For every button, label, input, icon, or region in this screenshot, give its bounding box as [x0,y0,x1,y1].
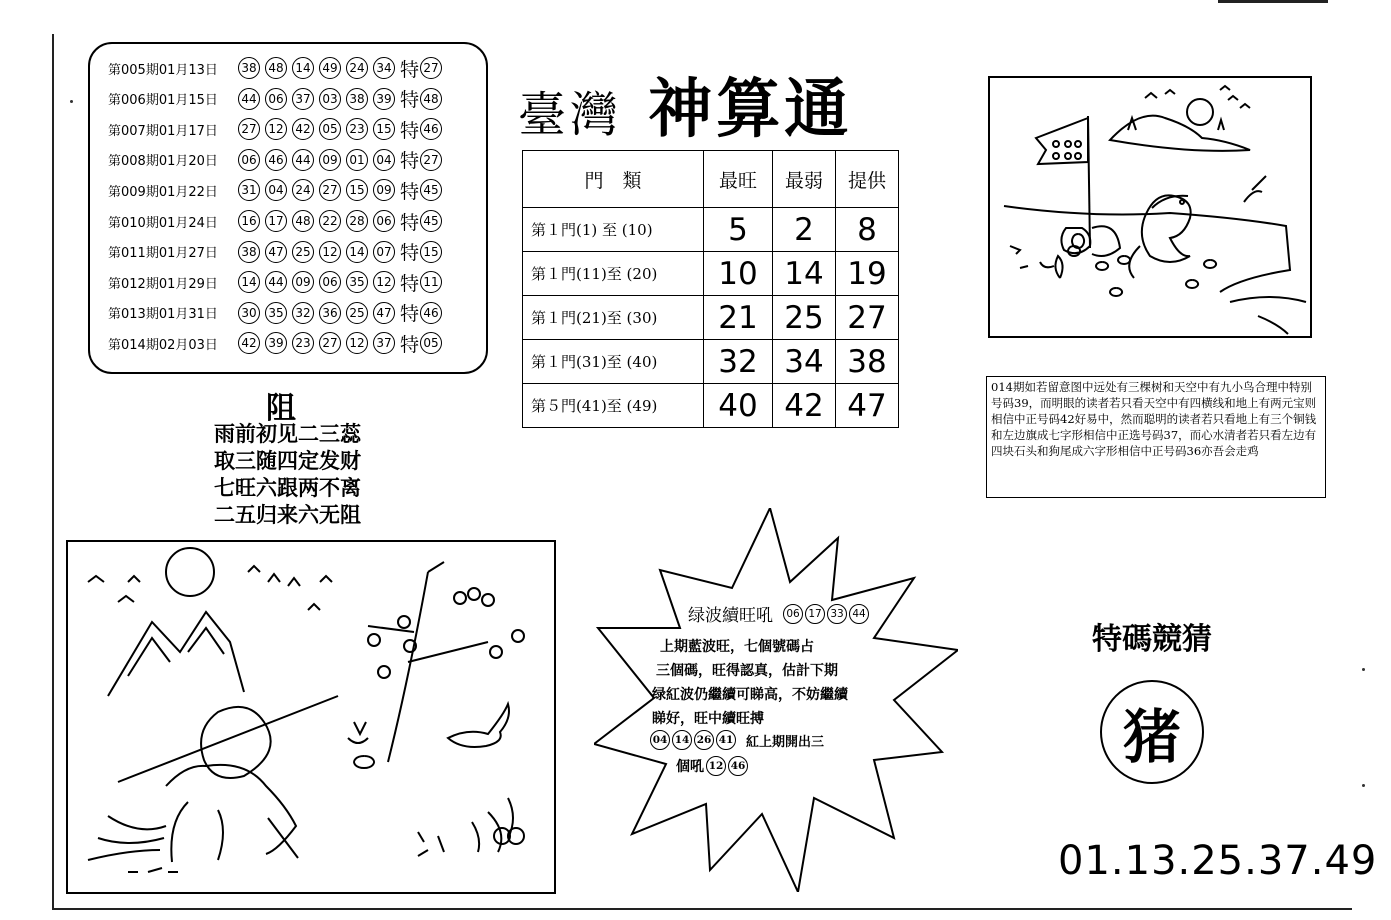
number-ball: 33 [827,604,847,624]
star-line: 睇好，旺中續旺搏 [652,711,764,727]
number-ball: 04 [373,149,395,171]
header-coldest: 最弱 [773,151,836,208]
page-title [518,58,852,150]
special-ball: 46 [420,118,442,140]
number-ball: 06 [319,271,341,293]
number-ball: 47 [265,241,287,263]
poem-line: 雨前初见二三蕊 [214,421,361,446]
number-ball: 15 [373,118,395,140]
number-ball: 42 [292,118,314,140]
special-ball: 48 [420,88,442,110]
number-ball: 09 [319,149,341,171]
number-ball: 09 [292,271,314,293]
number-ball: 06 [373,210,395,232]
draw-label: 第014期02月03日 [108,337,218,353]
number-ball: 44 [849,604,869,624]
star-title [688,601,869,626]
cell-coldest: 42 [773,384,836,428]
number-ball: 12 [319,241,341,263]
number-ball: 14 [672,730,692,750]
number-ball: 25 [292,241,314,263]
number-ball: 03 [319,88,341,110]
cell-coldest: 34 [773,340,836,384]
poem-title: 阻 [266,391,296,426]
number-ball: 14 [346,241,368,263]
cell-hottest: 10 [704,252,773,296]
table-row [523,296,899,340]
number-ball: 24 [292,179,314,201]
star-line: 紅上期開出三 [746,734,825,750]
number-zone-table [522,150,899,428]
draw-label: 第012期01月29日 [108,276,218,292]
special-label: 特 [400,242,420,265]
number-ball: 34 [373,57,395,79]
special-ball: 15 [420,241,442,263]
number-ball: 16 [238,210,260,232]
draw-row [108,85,447,113]
number-ball: 12 [265,118,287,140]
number-ball: 30 [238,302,260,324]
number-ball: 48 [265,57,287,79]
number-ball: 44 [292,149,314,171]
number-ball: 06 [265,88,287,110]
draw-row [108,54,447,82]
number-ball: 15 [346,179,368,201]
table-row [523,208,899,252]
header-category: 門 類 [523,151,704,208]
draw-row [108,268,447,296]
special-label: 特 [400,150,420,173]
number-ball: 36 [319,302,341,324]
cell-hottest: 40 [704,384,773,428]
number-ball: 12 [706,756,726,776]
special-ball: 45 [420,210,442,232]
number-ball: 09 [373,179,395,201]
number-ball: 12 [346,332,368,354]
cell-provided: 47 [836,384,899,428]
number-ball: 27 [319,332,341,354]
number-ball: 32 [292,302,314,324]
draw-label: 第009期01月22日 [108,184,218,200]
number-ball: 28 [346,210,368,232]
number-ball: 46 [728,756,748,776]
number-ball: 24 [346,57,368,79]
draw-label: 第005期01月13日 [108,62,218,78]
number-ball: 22 [319,210,341,232]
guess-numbers: 01.13.25.37.49 [1058,838,1378,884]
special-label: 特 [400,272,420,295]
cell-coldest: 2 [773,208,836,252]
special-ball: 46 [420,302,442,324]
number-ball: 04 [650,730,670,750]
star-line: 上期藍波旺，七個號碼占 [660,639,814,655]
number-ball: 39 [373,88,395,110]
special-label: 特 [400,333,420,356]
cell-hottest: 32 [704,340,773,384]
special-ball: 05 [420,332,442,354]
cell-provided: 19 [836,252,899,296]
row-label: 第１門(31)至 (40) [523,340,704,384]
guess-title: 特碼競猜 [1092,622,1212,657]
draw-label: 第008期01月20日 [108,154,218,170]
poem-line: 取三随四定发财 [214,448,361,473]
draw-row [108,176,447,204]
poem-line: 二五归来六无阻 [214,502,361,527]
star-line: 個吼 [676,759,704,775]
number-ball: 12 [373,271,395,293]
number-ball: 14 [292,57,314,79]
table-row [523,384,899,428]
header-provided: 提供 [836,151,899,208]
cell-hottest: 5 [704,208,773,252]
draw-row [108,207,447,235]
number-ball: 38 [346,88,368,110]
draw-label: 第010期01月24日 [108,215,218,231]
star-line: 三個碼，旺得認真，估計下期 [656,663,838,679]
number-ball: 23 [346,118,368,140]
cell-coldest: 14 [773,252,836,296]
speck [1362,784,1365,787]
number-ball: 39 [265,332,287,354]
warrior-illustration [66,540,556,894]
star-balls-row [648,730,824,750]
draw-row [108,115,447,143]
special-label: 特 [400,119,420,142]
poem [214,420,361,528]
star-last-row [676,756,748,776]
table-row [523,252,899,296]
header-hottest: 最旺 [704,151,773,208]
number-ball: 07 [373,241,395,263]
number-ball: 48 [292,210,314,232]
number-ball: 04 [265,179,287,201]
star-heading: 绿波續旺吼 [688,606,773,626]
number-ball: 05 [319,118,341,140]
special-label: 特 [400,303,420,326]
draw-label: 第006期01月15日 [108,93,218,109]
number-ball: 44 [238,88,260,110]
number-ball: 06 [238,149,260,171]
cell-provided: 38 [836,340,899,384]
number-ball: 44 [265,271,287,293]
number-ball: 01 [346,149,368,171]
poem-line: 七旺六跟两不离 [214,475,361,500]
special-label: 特 [400,211,420,234]
number-ball: 31 [238,179,260,201]
draw-row [108,146,447,174]
number-ball: 26 [694,730,714,750]
speck [1362,668,1365,671]
number-ball: 25 [346,302,368,324]
title-part-1: 臺灣 [518,87,623,143]
special-ball: 27 [420,57,442,79]
dog-flag-drawing [990,78,1310,336]
number-ball: 46 [265,149,287,171]
cell-provided: 27 [836,296,899,340]
draw-row [108,299,447,327]
number-ball: 17 [265,210,287,232]
number-ball: 35 [265,302,287,324]
zodiac-circle [1100,680,1204,784]
draw-label: 第013期01月31日 [108,307,218,323]
draw-label: 第007期01月17日 [108,123,218,139]
number-ball: 06 [783,604,803,624]
title-part-2: 神算通 [648,72,853,147]
number-ball: 17 [805,604,825,624]
draw-history-box [88,42,488,374]
special-ball: 11 [420,271,442,293]
number-ball: 47 [373,302,395,324]
special-ball: 27 [420,149,442,171]
row-label: 第１門(1) 至 (10) [523,208,704,252]
row-label: 第１門(21)至 (30) [523,296,704,340]
cell-hottest: 21 [704,296,773,340]
number-ball: 37 [292,88,314,110]
special-label: 特 [400,180,420,203]
top-rule [1218,0,1328,3]
number-ball: 42 [238,332,260,354]
picture-description: 014期如若留意图中远处有三棵树和天空中有九小鸟合理中特别号码39，而明眼的读者若只看天空中有四横线和地上有两元宝则相信中正号码42好易中，然而聪明的读者若只看地上有三个铜钱和左边旗成七字形相信中正选号码37，而心水清者若只看左边有四块石头和狗尾成六字形相信中正号码36亦吾会走鸡 [986,376,1326,498]
dog-flag-illustration [988,76,1312,338]
speck [70,100,73,103]
special-label: 特 [400,58,420,81]
number-ball: 14 [238,271,260,293]
row-label: 第５門(41)至 (49) [523,384,704,428]
number-ball: 38 [238,241,260,263]
star-line: 绿紅波仍繼續可睇高，不妨繼續 [652,687,848,703]
special-ball: 45 [420,179,442,201]
number-ball: 27 [319,179,341,201]
number-ball: 35 [346,271,368,293]
number-ball: 37 [373,332,395,354]
cell-coldest: 25 [773,296,836,340]
warrior-drawing [68,542,554,892]
draw-row [108,329,447,357]
number-ball: 23 [292,332,314,354]
row-label: 第１門(11)至 (20) [523,252,704,296]
cell-provided: 8 [836,208,899,252]
number-ball: 38 [238,57,260,79]
zodiac-animal: 猪 [1122,703,1181,771]
number-ball: 41 [716,730,736,750]
draw-label: 第011期01月27日 [108,246,218,262]
table-row [523,340,899,384]
number-ball: 27 [238,118,260,140]
number-ball: 49 [319,57,341,79]
special-label: 特 [400,89,420,112]
draw-row [108,238,447,266]
